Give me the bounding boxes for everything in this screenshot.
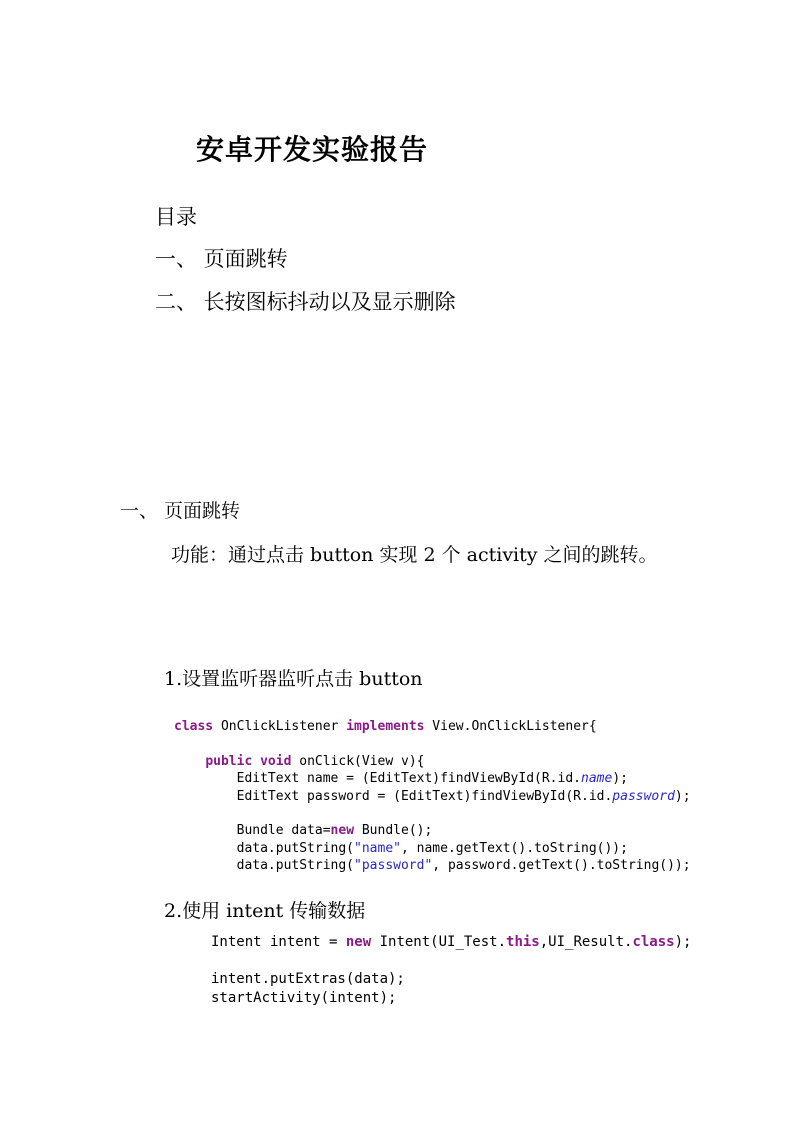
code-token: ); xyxy=(674,934,692,950)
code-line xyxy=(211,970,691,989)
code-token: , name.getText().toString()); xyxy=(400,840,628,856)
code-token: Bundle(); xyxy=(354,823,433,839)
code-line xyxy=(174,753,691,770)
code-line xyxy=(211,933,691,952)
code-line xyxy=(174,735,691,752)
code-token: onClick(View v){ xyxy=(291,753,425,769)
code-token: "password" xyxy=(354,858,433,874)
code-token: OnClickListener xyxy=(213,719,347,734)
code-line xyxy=(211,989,691,1008)
toc-item-page-navigation: 一、 页面跳转 xyxy=(155,247,288,271)
code-token: class xyxy=(174,719,214,734)
step-2-label: 2.使用 intent 传输数据 xyxy=(164,900,366,922)
code-token: Bundle data= xyxy=(174,823,331,839)
code-token: , password.getText().toString()); xyxy=(432,858,691,874)
code-line xyxy=(174,822,691,839)
code-token: data.putString( xyxy=(174,858,355,874)
feature-description: 功能：通过点击 button 实现 2 个 activity 之间的跳转。 xyxy=(171,544,658,566)
section-heading-page-navigation: 一、 页面跳转 xyxy=(120,500,241,522)
code-line xyxy=(174,857,691,874)
code-token: class xyxy=(632,934,675,950)
step-1-label: 1.设置监听器监听点击 button xyxy=(164,668,423,690)
code-token: public xyxy=(205,753,253,769)
code-token: ,UI_Result. xyxy=(539,934,633,950)
code-token: new xyxy=(345,934,372,950)
code-block-intent xyxy=(211,933,691,1007)
code-token: Intent intent = xyxy=(211,934,346,950)
code-token: void xyxy=(260,753,292,769)
code-token: "name" xyxy=(354,840,401,856)
code-token: startActivity(intent); xyxy=(211,989,397,1006)
code-line xyxy=(174,840,691,857)
code-token: this xyxy=(506,934,540,950)
code-token: ); xyxy=(612,771,628,787)
code-token: data.putString( xyxy=(174,840,355,856)
code-token: password xyxy=(612,788,675,804)
code-token: name xyxy=(581,771,613,787)
code-token: implements xyxy=(346,719,425,734)
code-line xyxy=(211,952,691,971)
code-token: ); xyxy=(674,788,691,804)
code-token xyxy=(174,754,205,769)
code-token: EditText password = (EditText)findViewById(R.id. xyxy=(174,788,613,804)
code-line xyxy=(174,788,691,805)
code-token: new xyxy=(330,823,355,839)
code-token: EditText name = (EditText)findViewById(R.id. xyxy=(174,771,581,787)
code-line xyxy=(174,805,691,822)
code-token xyxy=(252,754,260,769)
code-token: intent.putExtras(data); xyxy=(211,971,405,987)
toc-heading: 目录 xyxy=(155,205,197,229)
code-line xyxy=(174,770,691,787)
code-token: Intent(UI_Test. xyxy=(371,934,507,950)
code-token: View.OnClickListener{ xyxy=(424,719,597,734)
code-line xyxy=(174,718,691,735)
code-block-click-listener xyxy=(174,718,691,875)
toc-item-long-press-icon: 二、 长按图标抖动以及显示删除 xyxy=(155,290,456,314)
document-title: 安卓开发实验报告 xyxy=(196,133,429,166)
